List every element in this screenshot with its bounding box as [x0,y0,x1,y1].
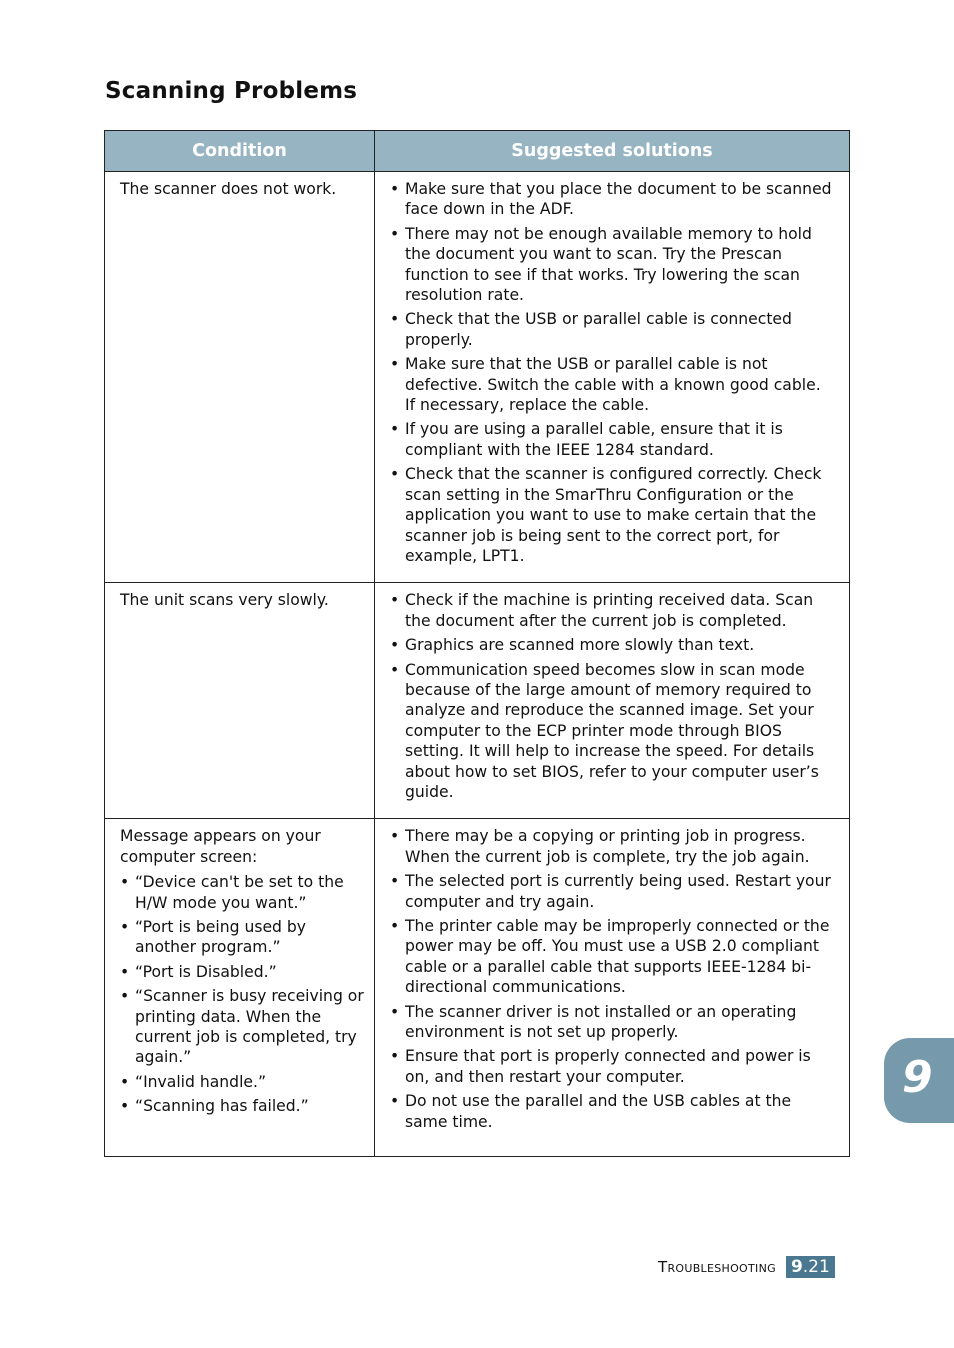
message-item: • “Scanning has failed.” [120,1096,364,1116]
solution-item: • The printer cable may be improperly connected or the power may be off. You must use a USB 2.0 compliant cable or a parallel cable that supports IEEE-1284 bi-directional communications. [390,916,835,998]
message-item: • “Port is being used by another program.” [120,917,364,958]
solutions-cell [375,172,850,583]
table-row [105,819,850,1157]
solution-item: • There may not be enough available memory to hold the document you want to scan. Try the Prescan function to see if that works. Try lowering the scan resolution rate. [390,224,835,306]
solution-item: • Check if the machine is printing received data. Scan the document after the current job is completed. [390,590,835,631]
page-chapter: 9 [790,1257,803,1277]
solution-item: • Make sure that you place the document to be scanned face down in the ADF. [390,179,835,220]
footer-section: Troubleshooting [658,1258,776,1276]
message-item: • “Invalid handle.” [120,1072,364,1092]
condition-cell [105,172,375,583]
solutions-cell [375,583,850,819]
solution-item: • Check that the scanner is configured correctly. Check scan setting in the SmarThru Configuration or the application you want to use to make certain that the scanner job is being sent to the correct port, for example, LPT1. [390,464,835,566]
solution-item: • Ensure that port is properly connected and power is on, and then restart your computer. [390,1046,835,1087]
solution-item: • Communication speed becomes slow in scan mode because of the large amount of memory required to analyze and reproduce the scanned image. Set your computer to the ECP printer mode through BIOS setting. It will help to increase the speed. For details about how to set BIOS, refer to your computer user’s guide. [390,660,835,803]
solutions-cell [375,819,850,1157]
header-condition: Condition [105,131,375,172]
table-row [105,172,850,583]
solution-item: • Do not use the parallel and the USB cables at the same time. [390,1091,835,1132]
solution-item: • There may be a copying or printing job in progress. When the current job is complete, try the job again. [390,826,835,867]
solutions-list [390,826,835,1132]
condition-text: The unit scans very slowly. [120,591,329,610]
header-solutions: Suggested solutions [375,131,850,172]
condition-text: Message appears on your computer screen: [120,827,321,866]
solution-item: • Graphics are scanned more slowly than text. [390,635,835,655]
solution-item: • The scanner driver is not installed or an operating environment is not set up properly. [390,1002,835,1043]
solutions-list [390,590,835,802]
message-list [120,872,364,1116]
page-num: .21 [802,1257,830,1277]
message-item: • “Port is Disabled.” [120,962,364,982]
solution-item: • The selected port is currently being used. Restart your computer and try again. [390,871,835,912]
message-item: • “Device can't be set to the H/W mode you want.” [120,872,364,913]
solutions-list [390,179,835,566]
condition-cell [105,583,375,819]
solution-item: • Check that the USB or parallel cable is connected properly. [390,309,835,350]
chapter-tab: 9 [884,1038,954,1123]
message-item: • “Scanner is busy receiving or printing data. When the current job is completed, try again.” [120,986,364,1068]
scanning-problems-table [104,130,850,1157]
page-footer [658,1256,835,1278]
solution-item: • Make sure that the USB or parallel cable is not defective. Switch the cable with a known good cable. If necessary, replace the cable. [390,354,835,415]
condition-cell [105,819,375,1157]
solution-item: • If you are using a parallel cable, ensure that it is compliant with the IEEE 1284 standard. [390,419,835,460]
page-title: Scanning Problems [105,78,358,104]
condition-text: The scanner does not work. [120,180,337,198]
table-row [105,583,850,819]
page-number [786,1256,835,1278]
